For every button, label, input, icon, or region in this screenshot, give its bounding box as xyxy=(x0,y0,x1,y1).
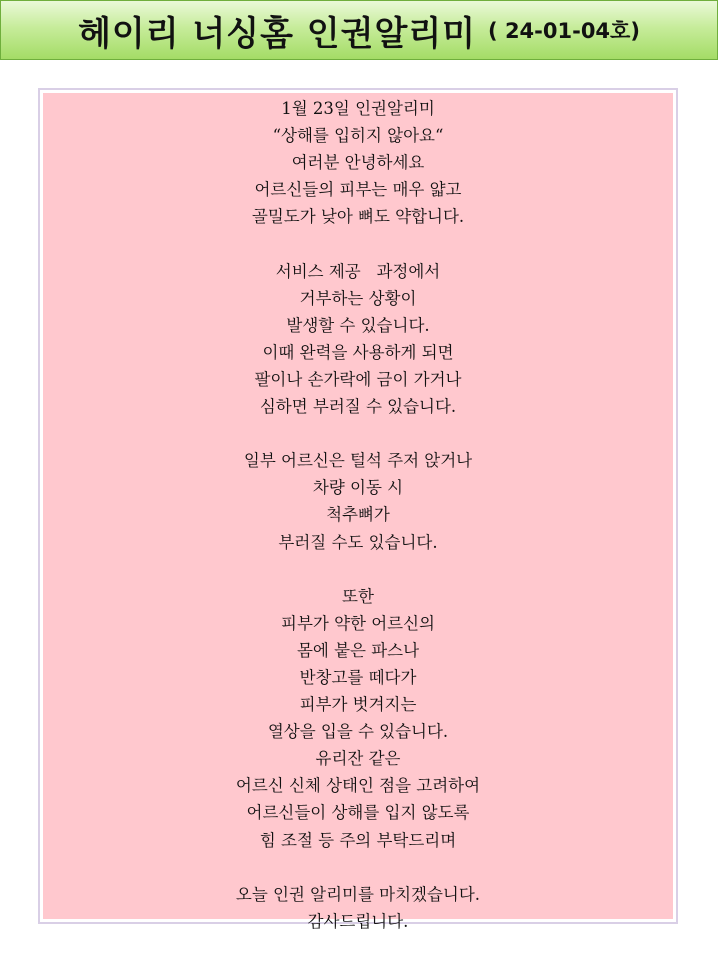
notice-line: 차량 이동 시 xyxy=(312,478,404,498)
notice-line: 서비스 제공 과정에서 xyxy=(275,261,441,281)
notice-line: 반창고를 떼다가 xyxy=(299,667,417,687)
notice-line: 오늘 인권 알리미를 마치겠습니다. xyxy=(235,884,481,904)
notice-line: 부러질 수도 있습니다. xyxy=(278,532,438,552)
blank-line xyxy=(43,420,673,447)
notice-line: 이때 완력을 사용하게 되면 xyxy=(262,342,454,362)
notice-line: 어르신 신체 상태인 점을 고려하여 xyxy=(235,776,481,796)
notice-line: 피부가 벗겨지는 xyxy=(299,695,417,715)
notice-line: 여러분 안녕하세요 xyxy=(291,153,425,173)
notice-line: 열상을 입을 수 있습니다. xyxy=(267,722,449,742)
notice-line: 어르신들의 피부는 매우 얇고 xyxy=(254,180,462,200)
notice-line: 팔이나 손가락에 금이 가거나 xyxy=(254,369,462,389)
notice-card xyxy=(43,93,673,931)
notice-line: “상해를 입히지 않아요“ xyxy=(272,126,444,146)
notice-line: 유리잔 같은 xyxy=(315,749,401,769)
notice-line: 몸에 붙은 파스나 xyxy=(296,640,420,660)
notice-line: 피부가 약한 어르신의 xyxy=(281,613,435,633)
notice-frame xyxy=(38,88,678,931)
blank-line xyxy=(43,854,673,881)
notice-line: 척추뼈가 xyxy=(326,505,390,525)
issue-number: ( 24-01-04호) xyxy=(488,19,640,43)
notice-line: 감사드립니다. xyxy=(307,911,409,931)
notice-line: 발생할 수 있습니다. xyxy=(286,315,430,335)
notice-line: 힘 조절 등 주의 부탁드리며 xyxy=(259,830,457,850)
notice-line: 어르신들이 상해를 입지 않도록 xyxy=(246,803,470,823)
notice-line: 일부 어르신은 털석 주저 앉거나 xyxy=(243,451,473,471)
notice-line: 거부하는 상황이 xyxy=(299,288,417,308)
blank-line xyxy=(43,556,673,583)
notice-line: 또한 xyxy=(342,586,374,606)
notice-line: 1월 23일 인권알리미 xyxy=(281,99,435,118)
header-banner xyxy=(0,0,718,60)
blank-line xyxy=(43,230,673,257)
page-title: 헤이리 너싱홈 인권알리미 xyxy=(78,13,477,54)
notice-body xyxy=(43,95,673,935)
notice-line: 골밀도가 낮아 뼈도 약합니다. xyxy=(251,207,465,227)
notice-line: 심하면 부러질 수 있습니다. xyxy=(259,397,457,417)
